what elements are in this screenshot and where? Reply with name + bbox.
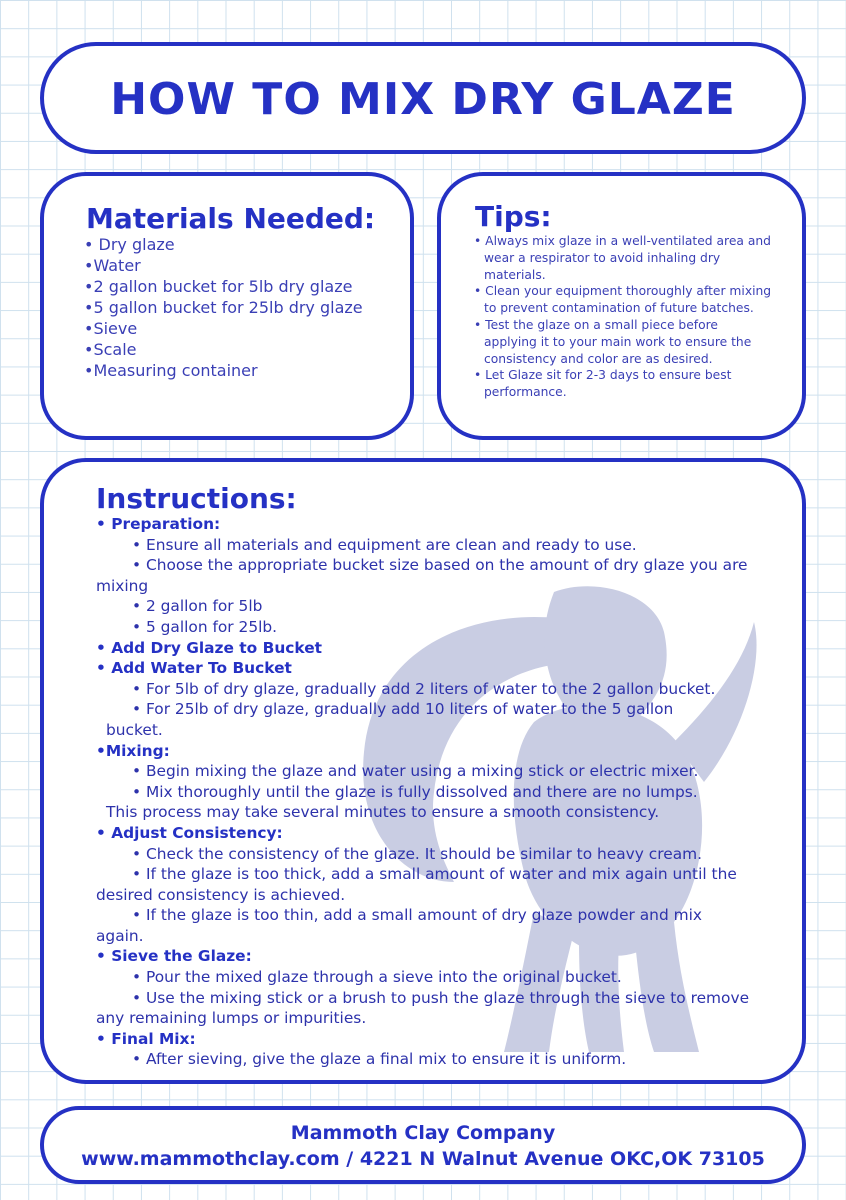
instruction-line: • Begin mixing the glaze and water using a mixing stick or electric mixer.	[132, 762, 699, 781]
instruction-line: • Ensure all materials and equipment are clean and ready to use.	[132, 535, 637, 554]
footer-banner	[40, 1106, 806, 1184]
list-item: •Measuring container	[84, 361, 258, 380]
list-item: •Sieve	[84, 319, 138, 338]
instruction-line: mixing	[96, 576, 149, 595]
list-item: • Always mix glaze in a well-ventilated area and wear a respirator to avoid inhaling dry materials.	[474, 234, 771, 282]
tips-panel	[437, 172, 806, 440]
company-name: Mammoth Clay Company	[290, 1122, 556, 1144]
list-item: • Dry glaze	[84, 235, 175, 254]
materials-heading: Materials Needed:	[86, 202, 376, 235]
company-contact: www.mammothclay.com / 4221 N Walnut Avenue OKC,OK 73105	[81, 1148, 765, 1170]
instruction-line: This process may take several minutes to ensure a smooth consistency.	[106, 803, 660, 822]
section-heading: • Preparation:	[96, 515, 221, 533]
instructions-list	[96, 514, 766, 1070]
section-heading: • Adjust Consistency:	[96, 823, 283, 842]
section-heading: •Mixing:	[96, 741, 170, 760]
instruction-line: • Choose the appropriate bucket size based on the amount of dry glaze you are	[132, 556, 748, 575]
list-item: •2 gallon bucket for 5lb dry glaze	[84, 277, 353, 296]
instruction-line: again.	[96, 926, 144, 945]
list-item: •Scale	[84, 340, 137, 359]
list-item: •5 gallon bucket for 25lb dry glaze	[84, 298, 363, 317]
list-item: • Let Glaze sit for 2-3 days to ensure best performance.	[474, 368, 732, 400]
instruction-line: bucket.	[106, 720, 163, 739]
section-heading: • Add Water To Bucket	[96, 659, 292, 678]
materials-panel	[40, 172, 414, 440]
instruction-line: • For 5lb of dry glaze, gradually add 2 liters of water to the 2 gallon bucket.	[132, 679, 716, 698]
section-heading: • Sieve the Glaze:	[96, 947, 252, 966]
section-heading: • Add Dry Glaze to Bucket	[96, 638, 323, 657]
title-banner	[40, 42, 806, 154]
instruction-line: • Mix thoroughly until the glaze is fully dissolved and there are no lumps.	[132, 782, 698, 801]
tips-list	[474, 233, 774, 401]
instruction-line: • 2 gallon for 5lb	[132, 597, 263, 616]
instructions-heading: Instructions:	[96, 482, 297, 515]
instruction-line: • After sieving, give the glaze a final mix to ensure it is uniform.	[132, 1050, 627, 1069]
instructions-panel	[40, 458, 806, 1084]
section-heading: • Final Mix:	[96, 1029, 196, 1048]
instruction-line: • Check the consistency of the glaze. It should be similar to heavy cream.	[132, 844, 703, 863]
page-title: HOW TO MIX DRY GLAZE	[110, 74, 736, 125]
list-item: • Clean your equipment thoroughly after mixing to prevent contamination of future batches.	[474, 284, 772, 316]
instruction-line: desired consistency is achieved.	[96, 885, 346, 904]
instruction-line: • If the glaze is too thin, add a small amount of dry glaze powder and mix	[132, 906, 702, 925]
list-item: •Water	[84, 256, 141, 275]
instruction-line: any remaining lumps or impurities.	[96, 1009, 367, 1028]
instruction-line: • If the glaze is too thick, add a small amount of water and mix again until the	[132, 865, 737, 884]
instruction-line: • Use the mixing stick or a brush to push the glaze through the sieve to remove	[132, 988, 750, 1007]
tips-heading: Tips:	[475, 200, 552, 233]
list-item: • Test the glaze on a small piece before applying it to your main work to ensure the consistency and color are as desired.	[474, 317, 752, 366]
instruction-line: • For 25lb of dry glaze, gradually add 10 liters of water to the 5 gallon	[132, 700, 674, 719]
materials-list	[84, 234, 363, 381]
instruction-line: • 5 gallon for 25lb.	[132, 617, 278, 636]
instruction-line: • Pour the mixed glaze through a sieve into the original bucket.	[132, 968, 622, 987]
